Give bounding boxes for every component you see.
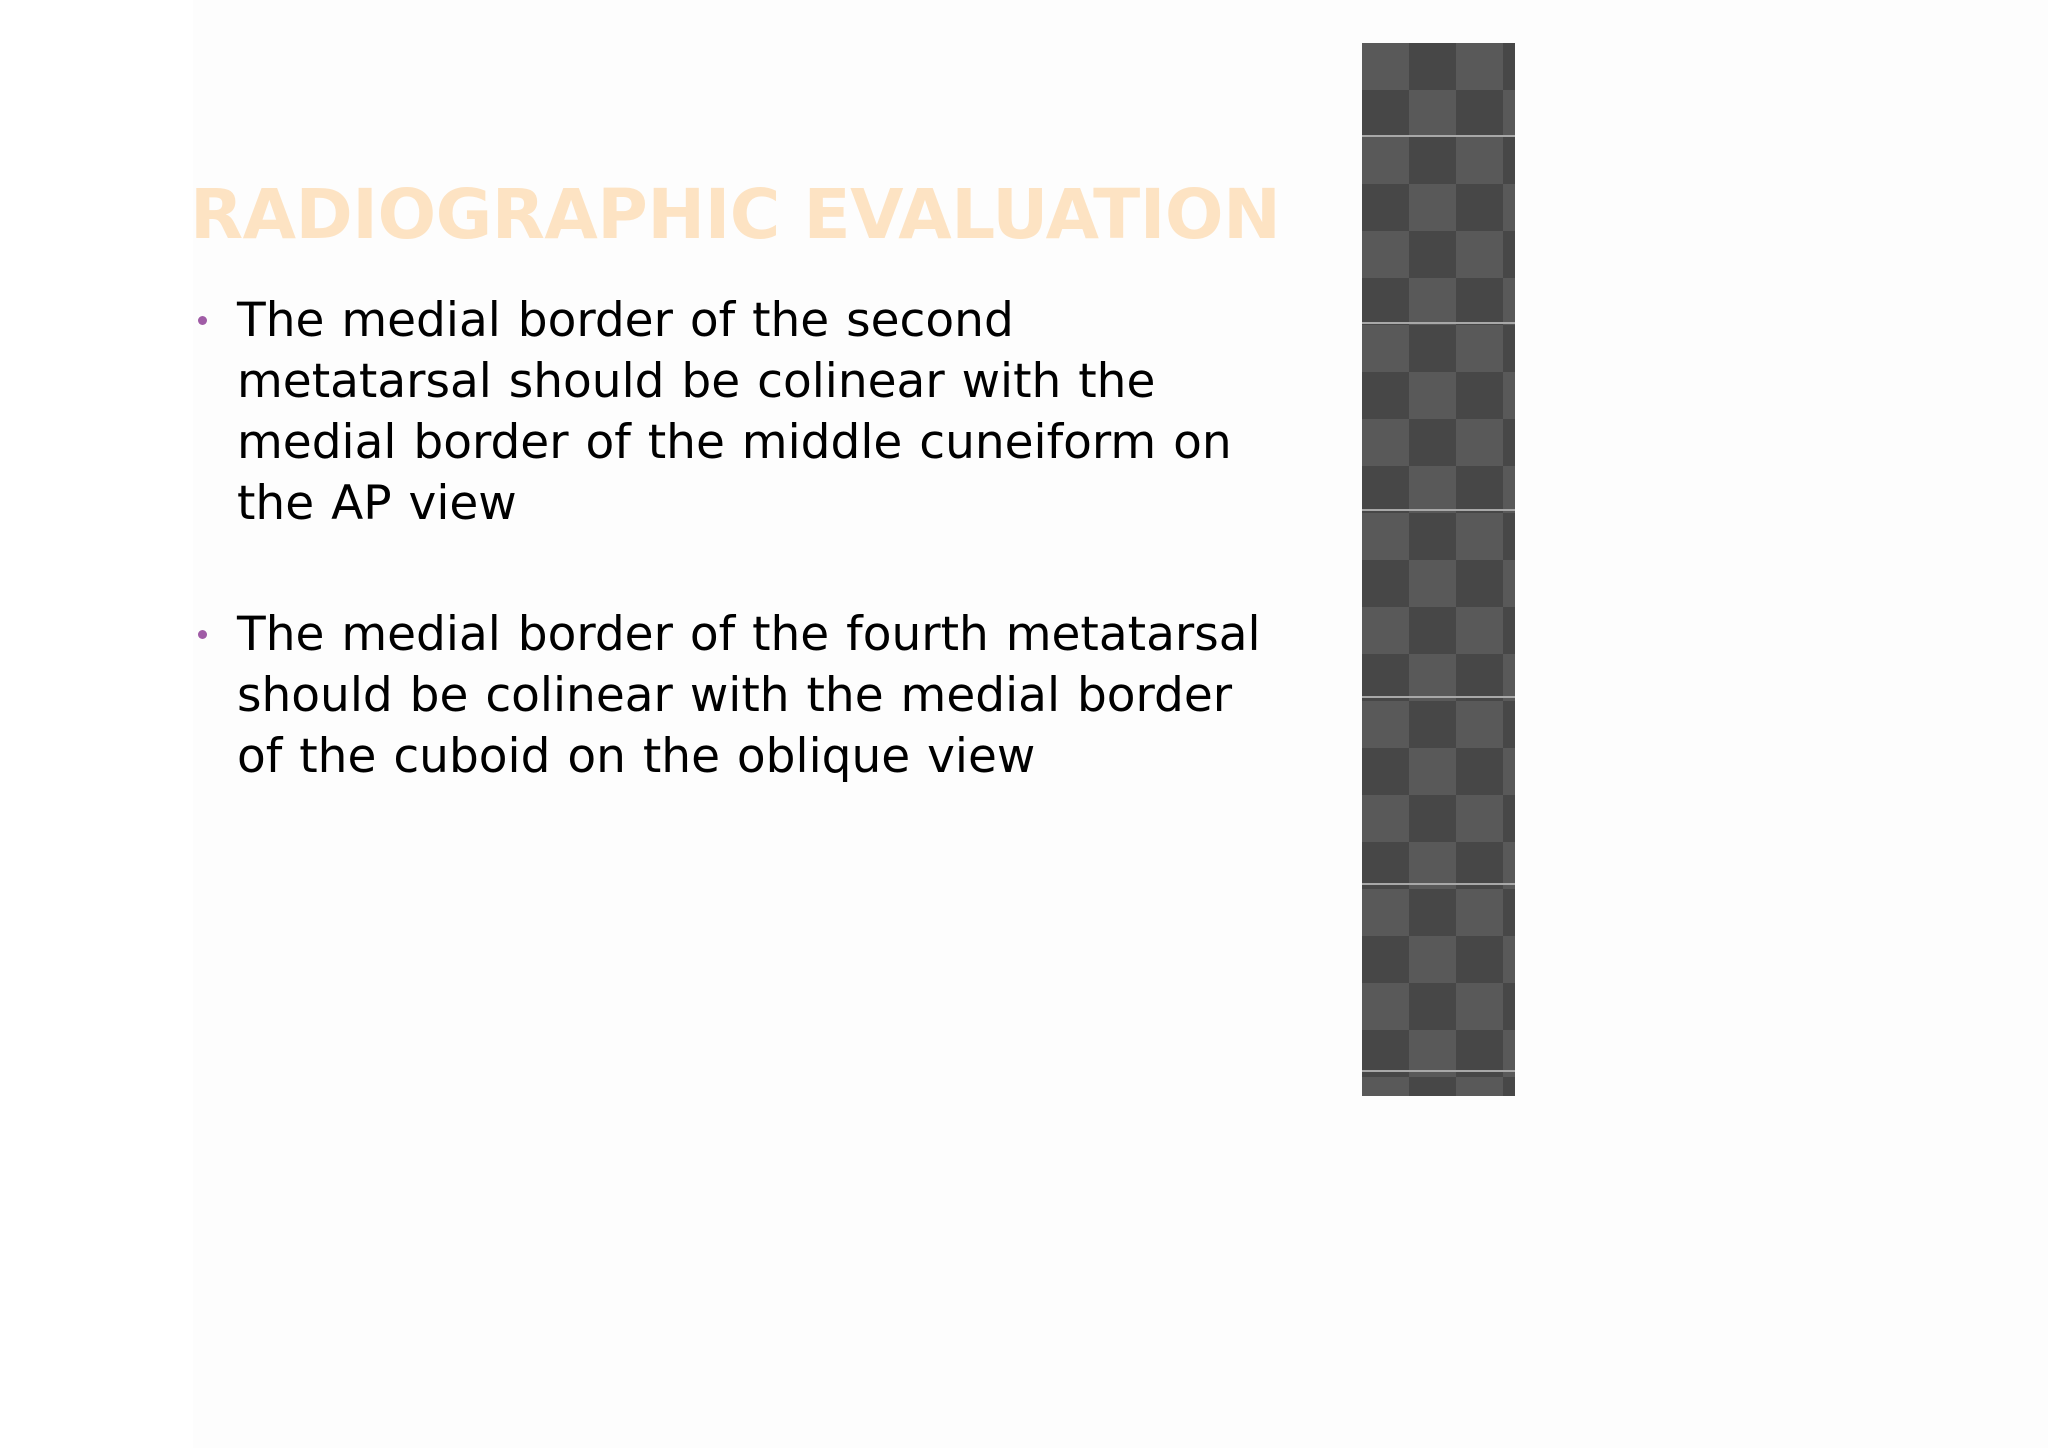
bullet-text: The medial border of the second metatarsal should be colinear with the medial border of the middle cuneiform on the AP view: [237, 293, 1232, 531]
bullet-text: The medial border of the fourth metatarsal should be colinear with the medial border of the cuboid on the oblique view: [237, 607, 1261, 784]
strip-divider: [1362, 135, 1515, 137]
bullet-marker-icon: [198, 630, 207, 639]
slide-title: RADIOGRAPHIC EVALUATION: [190, 175, 1281, 255]
bullet-marker-icon: [198, 316, 207, 325]
strip-divider: [1362, 883, 1515, 885]
strip-divider: [1362, 509, 1515, 511]
bullet-list: [195, 290, 1275, 857]
strip-divider: [1362, 322, 1515, 324]
strip-divider: [1362, 1070, 1515, 1072]
diamond-pattern-strip: [1362, 43, 1515, 1096]
bullet-item: [195, 290, 1275, 534]
bullet-item: [195, 604, 1275, 787]
strip-divider: [1362, 696, 1515, 698]
